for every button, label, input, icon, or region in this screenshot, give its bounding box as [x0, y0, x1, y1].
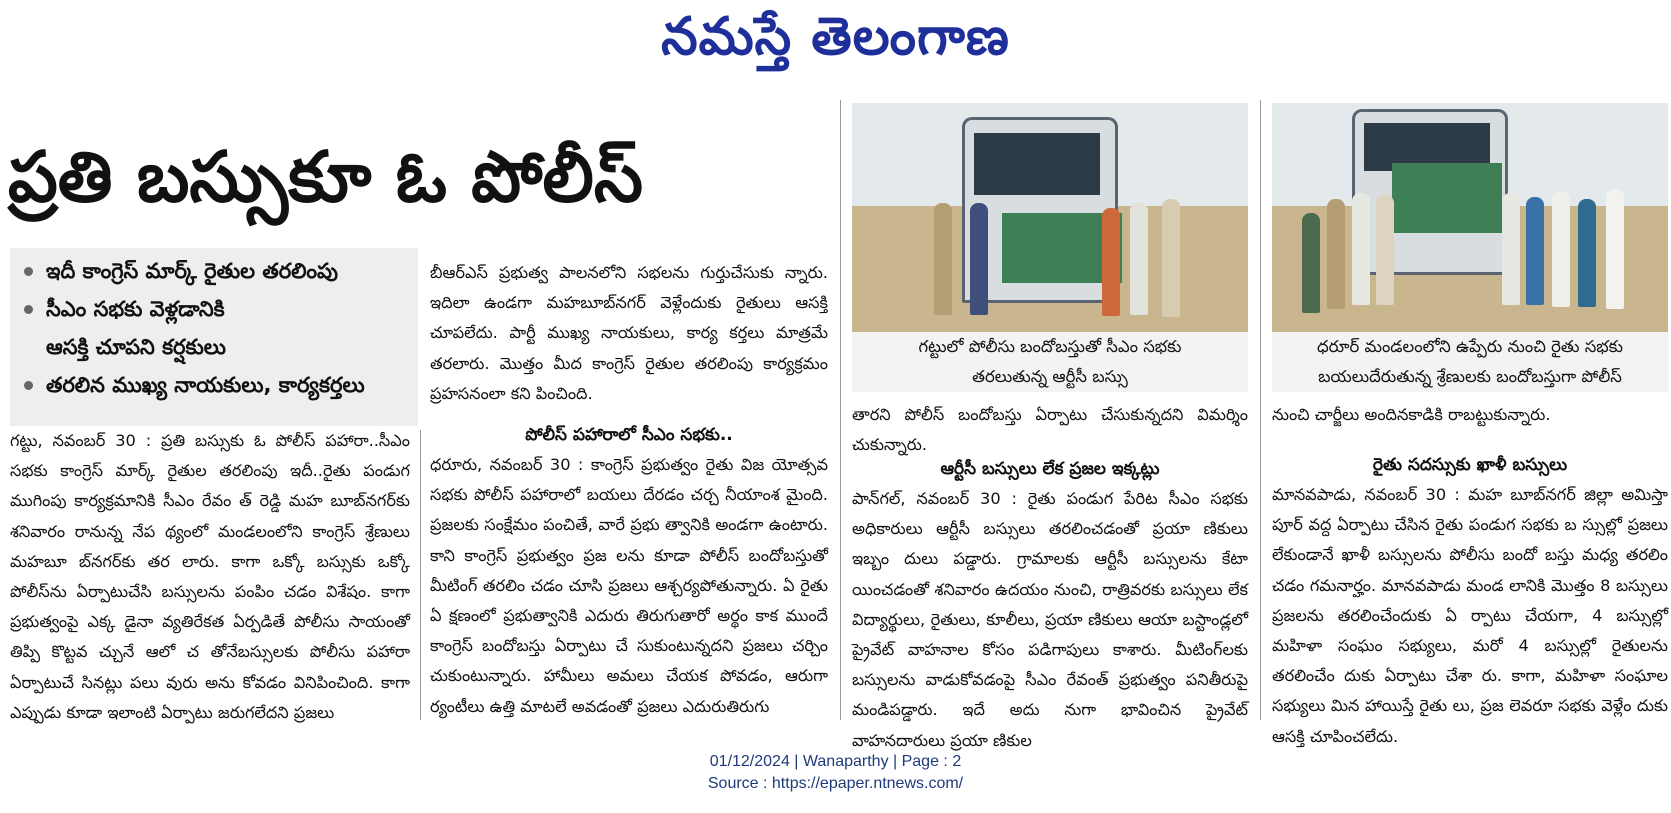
- highlight-text: ఇదీ కాంగ్రెస్ మార్క్ రైతుల తరలింపు: [46, 259, 338, 283]
- bullet-icon: [24, 381, 33, 390]
- column-divider: [1260, 100, 1261, 720]
- article-column-1: [10, 426, 410, 722]
- bullet-icon: [24, 305, 33, 314]
- article-column-2-bottom: [430, 420, 828, 720]
- subheading: రైతు సదస్సుకు ఖాళీ బస్సులు: [1372, 455, 1568, 475]
- article-column-3-top: [852, 400, 1248, 460]
- article-body: ధరూరు, నవంబర్ 30 : కాంగ్రెస్ ప్రభుత్వం రైతు విజ యోత్సవ సభకు పోలీస్ పహారాలో బయలు దేరడం చర్చ నీయాంశ మైంది. ప్రజలకు సంక్షేమం పంచితే, వారే ప్రభు త్వానికి అండగా ఉంటారు. కాని కాంగ్రెస్ ప్రభుత్వం ప్రజ లను కూడా పోలీస్ బందోబస్తుతో మీటింగ్ తరలిం చడం చూసి ప్రజలు ఆశ్చర్యపోతున్నారు. ఏ రైతు ఏ క్షణంలో ప్రభుత్వానికి ఎదురు తిరుగుతారో అర్థం కాక ముందే కాంగ్రెస్ బందోబస్తు ఏర్పాటు చే సుకుంటున్నదని ప్రజలు చర్చిం చుకుంటున్నారు. హామీలు అమలు చేయక పోవడం, ఆరుగా ర్యంటీలు ఉత్తి మాటలే అవడంతో ప్రజలు ఎదురుతిరుగు: [430, 455, 828, 716]
- bus-photo-gattu: [852, 103, 1248, 332]
- article-body: మానవపాడు, నవంబర్ 30 : మహ బూబ్‌నగర్ జిల్లా అమిస్తా పూర్ వద్ద ఏర్పాటు చేసిన రైతు పండుగ సభకు బ స్సుల్లో ప్రజలు లేకుండానే ఖాళీ బస్సులను పోలీసు బందో బస్తు మధ్య తరలిం చడం గమనార్హం. మానవపాడు మండ లానికి మొత్తం 8 బస్సులు ప్రజలను తరలించేందుకు ఏ ర్పాటు చేయగా, 4 బస్సుల్లో మహిళా సంఘం సభ్యులు, మరో 4 బస్సుల్లో రైతులను తరలించేం దుకు ఏర్పాటు చేశా రు. కాగా, మహిళా సంఘాల సభ్యులు మిన హాయిస్తే రైతు లు, ప్రజ లెవరూ సభకు వెళ్లేం దుకు ఆసక్తి చూపించలేదు.: [1272, 485, 1668, 746]
- highlight-text: ఆసక్తి చూపని కర్షకులు: [46, 335, 226, 359]
- article-body: పాన్‌గల్, నవంబర్ 30 : రైతు పండుగ పేరిట సీఎం సభకు అధికారులు ఆర్టీసీ బస్సులు తరలించడంతో ప్రయా ణికులు ఇబ్బం దులు పడ్డారు. గ్రామాలకు ఆర్టీసీ బస్సులను కేటా యించడంతో శనివారం ఉదయం నుంచి, రాత్రివరకు బస్సులు లేక విద్యార్థులు, రైతులు, కూలీలు, ప్రయా ణికులు ఆయా బస్టాండ్లలో ప్రైవేట్ వాహనాల కోసం పడిగాపులు కాశారు. మీటింగ్‌లకు బస్సులను వాడుకోవడంపై సీఎం రేవంత్ ప్రభుత్వం పనితీరుపై మండిపడ్డారు. ఇదే అదు నుగా భావించిన ప్రైవేట్ వాహనదారులు ప్రయా ణికుల: [852, 489, 1248, 750]
- footer-source-link[interactable]: Source : https://epaper.ntnews.com/: [707, 775, 964, 792]
- highlight-item-continued: [10, 328, 418, 366]
- column-divider: [420, 430, 421, 720]
- article-column-3-bottom: [852, 454, 1248, 750]
- highlights-box: [10, 248, 418, 426]
- masthead-logo: నమస్తే తెలంగాణ: [661, 6, 1010, 67]
- subheading: ఆర్టీసీ బస్సులు లేక ప్రజల ఇక్కట్లు: [940, 459, 1160, 479]
- article-column-4-top: [1272, 400, 1668, 434]
- caption-line: గట్టులో పోలీసు బందోబస్తుతో సీఎం సభకు: [918, 337, 1182, 356]
- bullet-icon: [24, 267, 33, 276]
- column-divider: [840, 100, 841, 720]
- highlight-text: తరలిన ముఖ్య నాయకులు, కార్యకర్తలు: [46, 373, 365, 397]
- highlight-item: [10, 290, 418, 328]
- article-body: తారని పోలీస్ బందోబస్తు ఏర్పాటు చేసుకున్నదని విమర్శిం చుకున్నారు.: [852, 405, 1248, 455]
- article-column-2-top: [430, 258, 828, 403]
- photo-caption: [852, 332, 1248, 392]
- highlight-text: సీఎం సభకు వెళ్లడానికి: [46, 297, 225, 321]
- article-body: నుంచి చార్జీలు అందినకాడికి రాబట్టుకున్నారు.: [1272, 405, 1551, 424]
- photo-caption: [1272, 332, 1668, 392]
- bus-photo-dharur: [1272, 103, 1668, 332]
- caption-line: ధరూర్ మండలంలోని ఉప్పేరు నుంచి రైతు సభకు: [1317, 337, 1623, 356]
- subheading: పోలీస్ పహారాలో సీఎం సభకు..: [525, 425, 733, 445]
- headline: ప్రతి బస్సుకూ ఓ పోలీస్: [8, 136, 643, 218]
- article-body: బీఆర్‌ఎస్ ప్రభుత్వ పాలనలోని సభలను గుర్తుచేసుకు న్నారు. ఇదిలా ఉండగా మహబూబ్‌నగర్ వెళ్లేందుకు రైతులు ఆసక్తి చూపలేదు. పార్టీ ముఖ్య నాయకులు, కార్య కర్తలు మాత్రమే తరలారు. మొత్తం మీద కాంగ్రెస్ రైతుల తరలింపు కార్యక్రమం ప్రహసనంలా కని పించింది.: [430, 263, 828, 403]
- footer-date-edition: 01/12/2024 | Wanaparthy | Page : 2: [709, 753, 962, 770]
- caption-line: బయలుదేరుతున్న శ్రేణులకు బందోబస్తుగా పోలీస్: [1318, 367, 1622, 386]
- highlight-item: [10, 252, 418, 290]
- highlight-item: [10, 366, 418, 404]
- caption-line: తరలుతున్న ఆర్టీసీ బస్సు: [972, 367, 1128, 386]
- article-column-4-bottom: [1272, 450, 1668, 746]
- article-body: గట్టు, నవంబర్ 30 : ప్రతి బస్సుకు ఓ పోలీస్ పహారా..సీఎం సభకు కాంగ్రెస్ మార్క్ రైతుల తరలింపు ఇదీ..రైతు పండుగ ముగింపు కార్యక్రమానికి సీఎం రేవం త్ రెడ్డి మహ బూబ్‌నగర్‌కు శనివారం రానున్న నేప థ్యంలో మండలంలోని కాంగ్రెస్ శ్రేణులు మహబూ బ్‌నగర్‌కు తర లారు. కాగా ఒక్కో బస్సుకు ఒక్కో పోలీస్‌ను ఏర్పాటుచేసి బస్సులను పంపిం చడం విశేషం. కాగా ప్రభుత్వంపై ఎక్క డైనా వ్యతిరేకత ఏర్పడితే పోలీసు సాయంతో తిప్పి కొట్టవ చ్చునే ఆలో చ తోనేబస్సులకు పోలీసు పహారా ఏర్పాటుచే సినట్లు పలు వురు అను కోవడం వినిపించింది. కాగా ఎప్పుడు కూడా ఇలాంటి ఏర్పాటు జరుగలేదని ప్రజలు: [10, 431, 410, 722]
